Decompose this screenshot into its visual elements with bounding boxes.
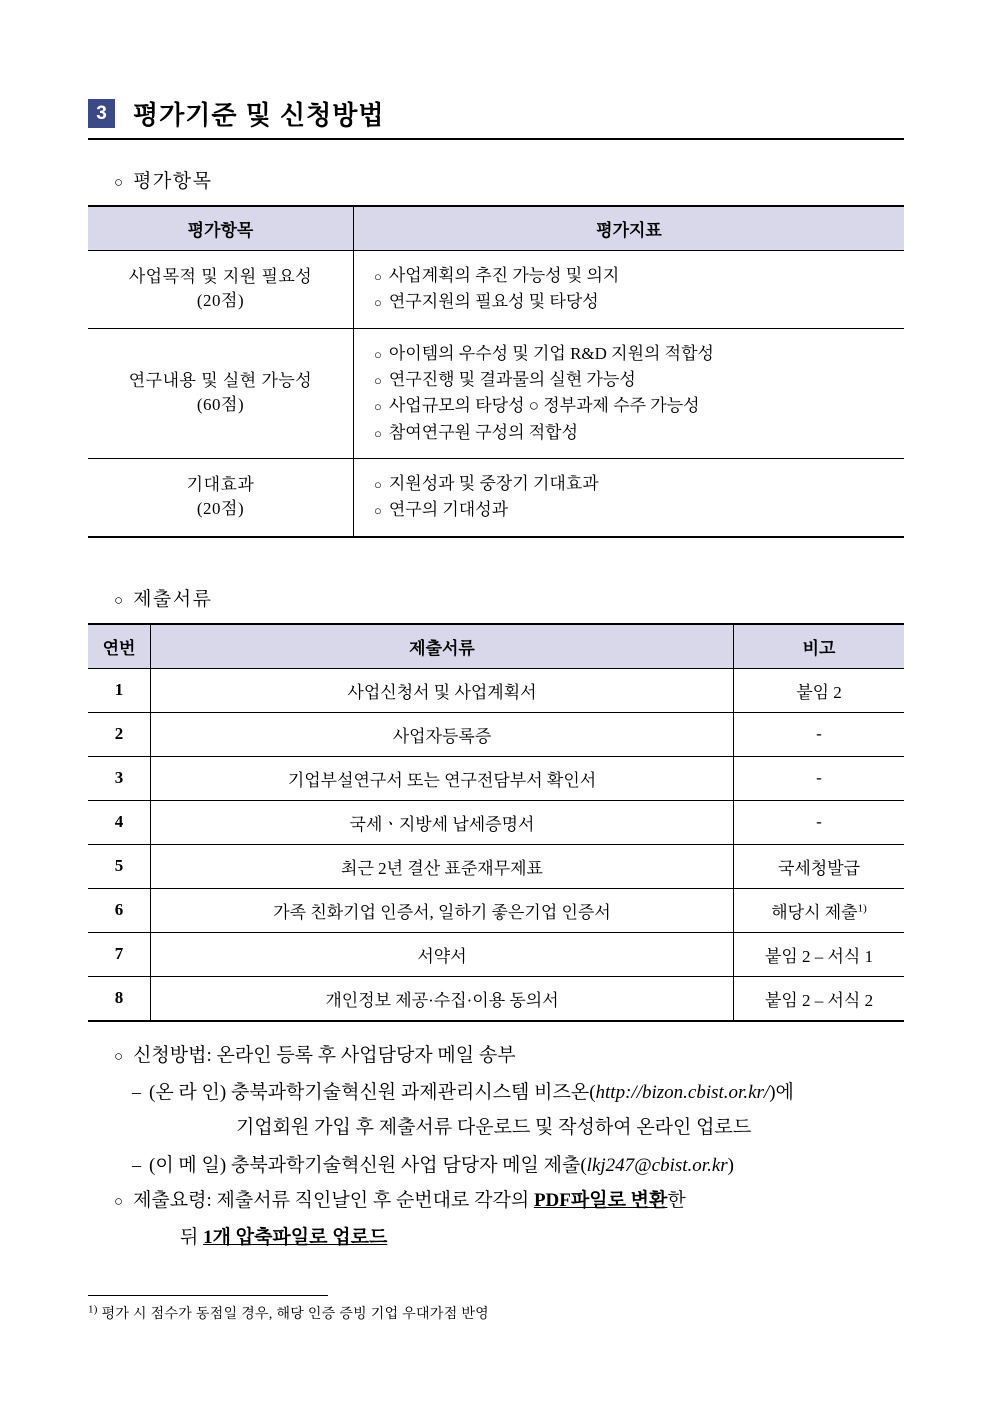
doc-remark: 붙임 2	[734, 668, 905, 712]
dash-icon: –	[132, 1082, 141, 1103]
doc-name: 최근 2년 결산 표준재무제표	[151, 844, 734, 888]
evaluation-criteria-table	[88, 205, 904, 538]
apply-email-suffix: )	[727, 1154, 734, 1176]
circle-bullet-icon: ○	[114, 592, 124, 609]
doc-no: 6	[88, 888, 151, 932]
circle-marker-icon: ○	[374, 269, 382, 285]
page-title: 평가기준 및 신청방법	[133, 100, 385, 130]
indicator-text: 사업계획의 추진 가능성 및 의지	[388, 266, 620, 285]
application-method-block	[88, 1040, 904, 1254]
doc-name: 사업신청서 및 사업계획서	[151, 668, 734, 712]
submit-guide-suffix: 한	[667, 1190, 686, 1212]
doc-remark: 국세청발급	[734, 844, 905, 888]
doc-no: 5	[88, 844, 151, 888]
circle-marker-icon: ○	[374, 425, 382, 441]
doc-no: 1	[88, 668, 151, 712]
table-header-row	[88, 624, 904, 669]
footnote-marker: 1)	[857, 902, 867, 915]
circle-marker-icon: ○	[374, 295, 382, 311]
bullet-eval-items	[114, 166, 904, 193]
col-header-doc: 제출서류	[151, 624, 734, 669]
doc-name: 서약서	[151, 932, 734, 976]
eval-indicator-cell	[354, 459, 905, 537]
apply-method-label: 신청방법: 온라인 등록 후 사업담당자 메일 송부	[133, 1044, 516, 1066]
doc-remark	[734, 888, 905, 932]
doc-remark: -	[734, 756, 905, 800]
footnote-marker: 1)	[88, 1303, 98, 1316]
table-row	[88, 800, 904, 844]
table-row	[88, 756, 904, 800]
doc-remark: -	[734, 712, 905, 756]
eval-item-score: (60점)	[196, 395, 245, 415]
table-row	[88, 932, 904, 976]
circle-bullet-icon: ○	[114, 175, 124, 191]
footnote-text: 평가 시 점수가 동점일 경우, 해당 인증 증빙 기업 우대가점 반영	[101, 1307, 489, 1322]
submit-guide-prefix: 제출요령: 제출서류 직인날인 후 순번대로 각각의	[133, 1190, 534, 1212]
footnote-area	[88, 1295, 904, 1323]
table-row	[88, 251, 904, 329]
section-number: 3	[88, 99, 115, 128]
bullet-eval-items-label: 평가항목	[133, 171, 213, 192]
doc-remark: 붙임 2 – 서식 1	[734, 932, 905, 976]
apply-online-row	[132, 1077, 904, 1108]
doc-remark-text: 해당시 제출	[771, 902, 858, 922]
submit-guide-line2-prefix: 뒤	[180, 1227, 204, 1249]
col-header-indicator: 평가지표	[354, 206, 905, 251]
col-header-item: 평가항목	[88, 206, 354, 251]
eval-item-cell	[88, 328, 354, 458]
bullet-documents-label: 제출서류	[133, 588, 213, 610]
eval-item-score: (20점)	[196, 291, 245, 311]
table-row	[88, 328, 904, 458]
apply-online-prefix: (온 라 인) 충북과학기술혁신원 과제관리시스템 비즈온(	[149, 1082, 596, 1104]
apply-email-text	[149, 1150, 734, 1181]
circle-bullet-icon: ○	[114, 1194, 124, 1211]
eval-item-score: (20점)	[196, 499, 245, 519]
indicator-line	[374, 367, 904, 393]
footnote-line	[88, 1303, 904, 1323]
doc-name: 국세ㆍ지방세 납세증명서	[151, 800, 734, 844]
eval-item-cell	[88, 251, 354, 329]
indicator-line	[374, 471, 904, 497]
table-row	[88, 844, 904, 888]
doc-name: 가족 친화기업 인증서, 일하기 좋은기업 인증서	[151, 888, 734, 932]
bullet-documents	[114, 584, 904, 611]
apply-method-row	[114, 1040, 904, 1071]
apply-online-suffix: )에	[769, 1082, 794, 1104]
doc-name: 기업부설연구서 또는 연구전담부서 확인서	[151, 756, 734, 800]
circle-bullet-icon: ○	[114, 1048, 124, 1065]
footnote-divider	[88, 1295, 328, 1296]
eval-indicator-cell	[354, 328, 905, 458]
table-row	[88, 459, 904, 537]
indicator-text: 연구의 기대성과	[388, 500, 509, 520]
circle-marker-icon: ○	[374, 503, 382, 519]
apply-online-continuation: 기업회원 가입 후 제출서류 다운로드 및 작성하여 온라인 업로드	[236, 1117, 752, 1139]
indicator-text: 연구지원의 필요성 및 타당성	[388, 292, 599, 312]
table-row	[88, 712, 904, 756]
submit-guide-continuation	[180, 1222, 904, 1253]
submit-guide-row	[114, 1185, 904, 1216]
indicator-line	[374, 420, 904, 446]
table-row	[88, 888, 904, 932]
indicator-text: 아이템의 우수성 및 기업 R&D 지원의 적합성	[388, 343, 714, 363]
circle-marker-icon: ○	[374, 373, 382, 389]
table-row	[88, 668, 904, 712]
indicator-line	[374, 289, 904, 315]
eval-item-cell	[88, 459, 354, 537]
indicator-line	[374, 393, 904, 419]
doc-remark: 붙임 2 – 서식 2	[734, 976, 905, 1021]
doc-name: 개인정보 제공·수집·이용 동의서	[151, 976, 734, 1021]
doc-name: 사업자등록증	[151, 712, 734, 756]
indicator-text: 연구진행 및 결과물의 실현 가능성	[388, 370, 636, 390]
circle-marker-icon: ○	[374, 399, 382, 415]
indicator-text: 사업규모의 타당성 ○ 정부과제 수주 가능성	[388, 396, 700, 416]
indicator-line	[374, 497, 904, 523]
apply-online-text	[149, 1077, 794, 1108]
table-header-row	[88, 206, 904, 251]
apply-email-row	[132, 1150, 904, 1181]
indicator-line	[374, 341, 904, 367]
circle-marker-icon: ○	[374, 346, 382, 362]
doc-no: 4	[88, 800, 151, 844]
indicator-text: 참여연구원 구성의 적합성	[388, 422, 579, 442]
submit-guide-emphasis-pdf: PDF파일로 변환	[533, 1190, 668, 1212]
section-header	[88, 95, 904, 140]
doc-no: 3	[88, 756, 151, 800]
table-row	[88, 976, 904, 1021]
eval-item-name: 기대효과	[186, 474, 255, 494]
doc-no: 2	[88, 712, 151, 756]
submit-guide-emphasis-zip: 1개 압축파일로 업로드	[203, 1227, 388, 1249]
submit-guide-text	[133, 1185, 686, 1216]
indicator-text: 지원성과 및 중장기 기대효과	[388, 474, 599, 494]
indicator-line	[374, 263, 904, 289]
submission-documents-table	[88, 623, 904, 1022]
bizon-url[interactable]: http://bizon.cbist.or.kr/	[595, 1082, 770, 1104]
col-header-remark: 비고	[734, 624, 905, 669]
circle-marker-icon: ○	[374, 477, 382, 493]
eval-item-name: 사업목적 및 지원 필요성	[128, 266, 313, 286]
eval-indicator-cell	[354, 251, 905, 329]
col-header-no: 연번	[88, 624, 151, 669]
contact-email[interactable]: lkj247@cbist.or.kr	[586, 1154, 728, 1176]
eval-item-name: 연구내용 및 실현 가능성	[128, 370, 313, 390]
doc-no: 7	[88, 932, 151, 976]
apply-email-prefix: (이 메 일) 충북과학기술혁신원 사업 담당자 메일 제출(	[149, 1154, 587, 1176]
doc-no: 8	[88, 976, 151, 1021]
doc-remark: -	[734, 800, 905, 844]
dash-icon: –	[132, 1154, 141, 1175]
